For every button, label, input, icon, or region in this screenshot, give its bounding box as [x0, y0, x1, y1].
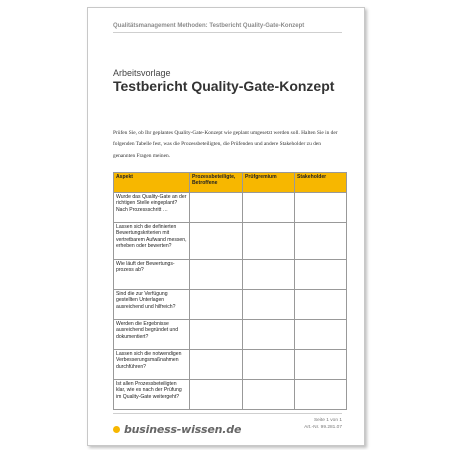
aspect-cell: Wie läuft der Bewertungs-prozess ab? — [114, 260, 190, 290]
document-page — [87, 7, 365, 446]
brand-logo[interactable] — [113, 422, 241, 436]
table-cell[interactable] — [243, 350, 295, 380]
table-cell[interactable] — [190, 350, 243, 380]
table-row — [114, 350, 347, 380]
table-cell[interactable] — [243, 223, 295, 260]
logo-text: business-wissen.de — [124, 422, 242, 436]
column-header-stakeholder: Stakeholder — [295, 173, 347, 193]
table-row — [114, 380, 347, 410]
table-cell[interactable] — [243, 290, 295, 320]
table-row — [114, 193, 347, 223]
table-cell[interactable] — [243, 380, 295, 410]
column-header-aspect: Aspekt — [114, 173, 190, 193]
column-header-participants: Prozessbeteiligte, Betroffene — [190, 173, 243, 193]
aspect-cell: Lassen sich die notwendigen Verbesserungsmaßnahmen durchführen? — [114, 350, 190, 380]
table-cell[interactable] — [190, 223, 243, 260]
aspect-cell: Werden die Ergebnisse ausreichend begründet und dokumentiert? — [114, 320, 190, 350]
header-divider — [113, 32, 342, 33]
article-number: Art.-Nr. 99.281.07 — [304, 425, 342, 430]
table-cell[interactable] — [190, 260, 243, 290]
table-cell[interactable] — [295, 260, 347, 290]
table-row — [114, 320, 347, 350]
document-title: Testbericht Quality-Gate-Konzept — [113, 78, 335, 94]
running-header: Qualitätsmanagement Methoden: Testbericht Quality-Gate-Konzept — [113, 23, 305, 29]
table-cell[interactable] — [190, 380, 243, 410]
table-cell[interactable] — [190, 320, 243, 350]
intro-paragraph: Prüfen Sie, ob Ihr geplantes Quality-Gate-Konzept wie geplant umgesetzt werden soll. Halten Sie in der folgenden Tabelle fest, was die Prozessbeteiligten, die Prüfenden und andere Stakeholder zu den genannten Fragen meinen. — [113, 130, 338, 159]
table-cell[interactable] — [243, 320, 295, 350]
table-cell[interactable] — [295, 193, 347, 223]
aspect-cell: Sind die zur Verfügung gestellten Unterlagen ausreichend und hilfreich? — [114, 290, 190, 320]
table-cell[interactable] — [295, 290, 347, 320]
evaluation-table — [113, 172, 347, 410]
table-cell[interactable] — [243, 260, 295, 290]
table-row — [114, 290, 347, 320]
table-cell[interactable] — [295, 320, 347, 350]
aspect-cell: Wurde das Quality-Gate an der richtigen Stelle eingeplant? Nach Prozessschritt … — [114, 193, 190, 223]
table-header-row — [114, 173, 347, 193]
aspect-cell: Ist allen Prozessbeteiligten klar, wie es nach der Prüfung im Quality-Gate weitergeht? — [114, 380, 190, 410]
table-row — [114, 223, 347, 260]
table-cell[interactable] — [295, 380, 347, 410]
logo-dot-icon — [113, 426, 120, 433]
document-kicker: Arbeitsvorlage — [113, 68, 171, 78]
footer-meta — [304, 417, 342, 431]
table-cell[interactable] — [190, 193, 243, 223]
table-cell[interactable] — [190, 290, 243, 320]
table-cell[interactable] — [295, 223, 347, 260]
footer-divider — [113, 413, 342, 414]
column-header-review-board: Prüfgremium — [243, 173, 295, 193]
table-row — [114, 260, 347, 290]
table-cell[interactable] — [295, 350, 347, 380]
aspect-cell: Lassen sich die definierten Bewertungskriterien mit vertretbarem Aufwand messen, erheben oder bewerten? — [114, 223, 190, 260]
table-cell[interactable] — [243, 193, 295, 223]
page-number: Seite 1 von 1 — [313, 418, 342, 423]
